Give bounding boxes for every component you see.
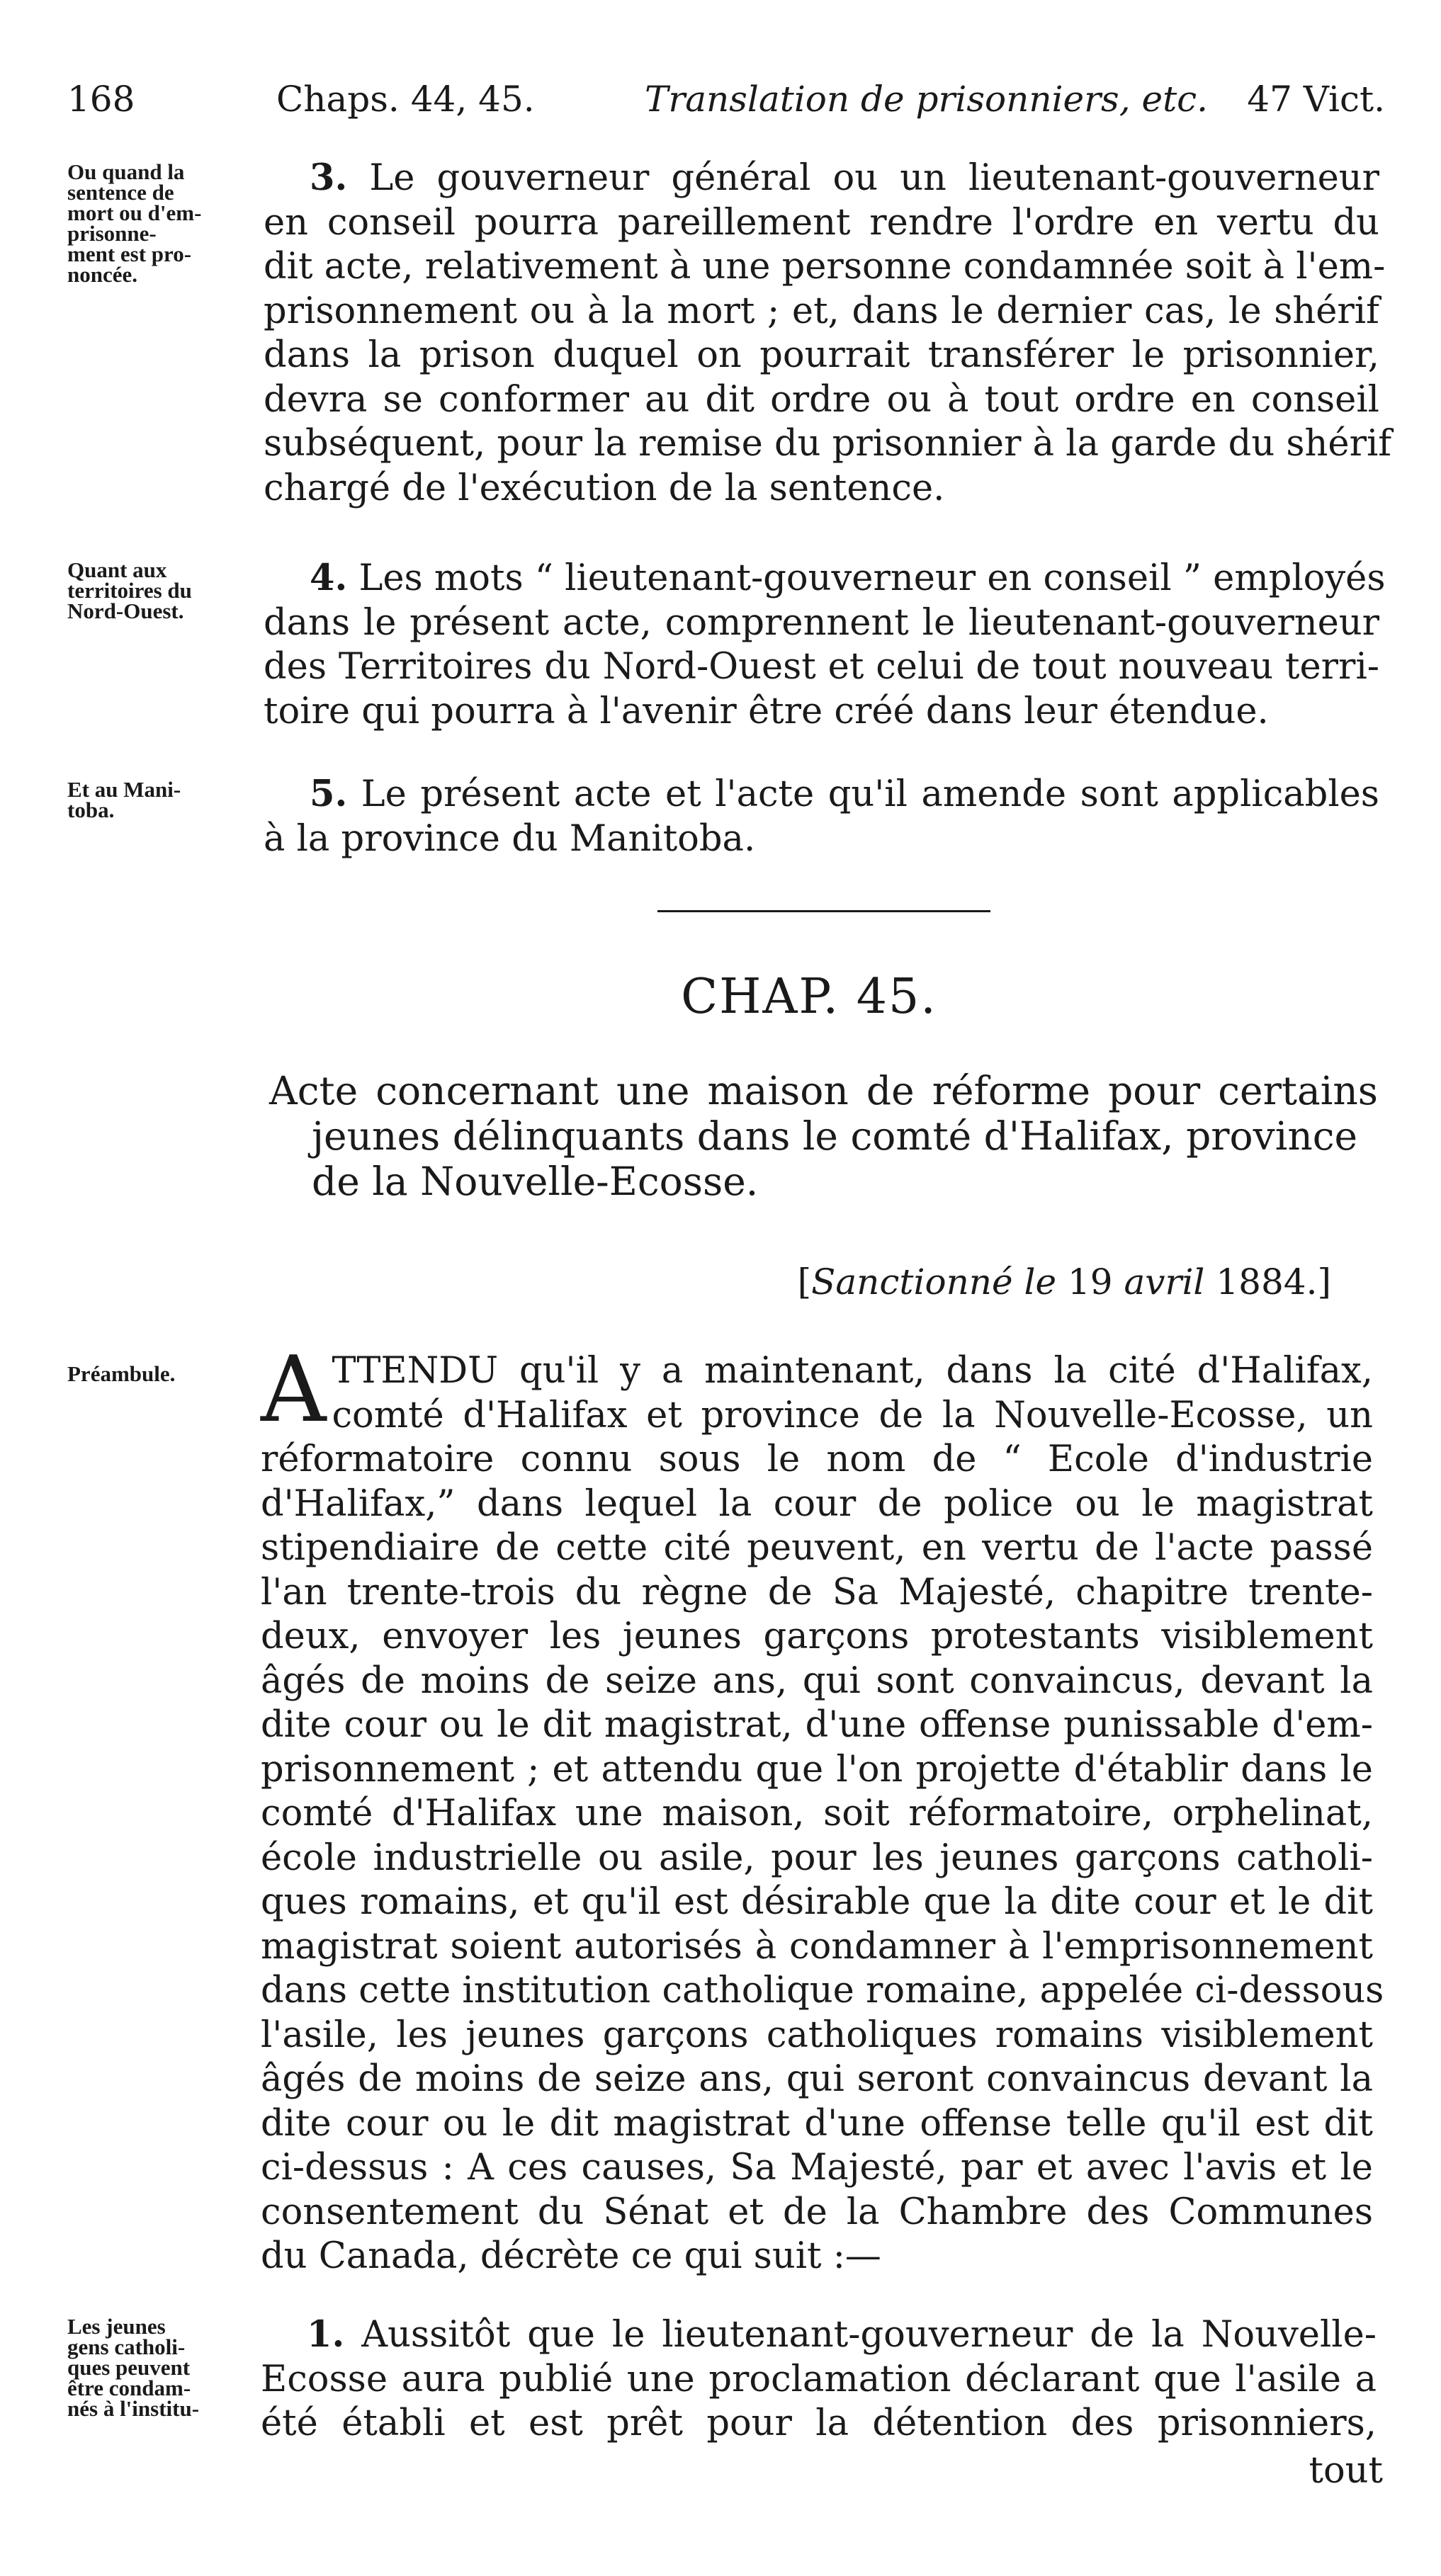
text-line: magistrat soient autorisés à condamner à l'emprisonnement — [261, 1925, 1373, 1968]
text-line: subséquent, pour la remise du prisonnier à la garde du shérif — [264, 423, 1392, 465]
margin-note-line: Préambule. — [67, 1361, 176, 1386]
section-4-text — [264, 556, 1386, 734]
regnal-year: 47 Vict. — [1247, 79, 1385, 120]
text-line: à la province du Manitoba. — [264, 817, 756, 860]
margin-note-line: ques peuvent — [67, 2355, 191, 2380]
text-line: prisonnement ; et attendu que l'on projette d'établir dans le — [261, 1748, 1373, 1791]
act-title-line: Acte concernant une maison de réforme pour certains — [269, 1068, 1378, 1113]
margin-note-line: mort ou d'em- — [67, 200, 202, 225]
text-line: âgés de moins de seize ans, qui sont convaincus, devant la — [261, 1659, 1373, 1702]
sanction-day: 19 — [1067, 1261, 1113, 1303]
sanction-month: avril — [1124, 1261, 1205, 1303]
text-line-content: Le gouverneur général ou un lieutenant-gouverneur — [369, 157, 1379, 199]
text-line — [261, 2313, 1377, 2358]
running-head — [67, 78, 1385, 120]
text-line: Ecosse aura publié une proclamation déclarant que l'asile a — [261, 2358, 1377, 2400]
running-title: Translation de prisonniers, etc. — [645, 79, 1209, 120]
section-divider — [657, 910, 990, 912]
text-line: l'asile, les jeunes garçons catholiques romains visiblement — [261, 2014, 1373, 2056]
text-line-content: Les mots “ lieutenant-gouverneur en conseil ” employés — [358, 557, 1386, 599]
margin-note-line: Ou quand la — [67, 159, 185, 184]
text-line-content: Le présent acte et l'acte qu'il amende sont applicables — [361, 773, 1379, 815]
margin-note-line: Quant aux — [67, 557, 167, 582]
text-line: chargé de l'exécution de la sentence. — [264, 467, 945, 509]
act-title-line: jeunes délinquants dans le comté d'Halifax, province — [312, 1113, 1358, 1159]
margin-note-line: ment est pro- — [67, 242, 192, 266]
text-line: dite cour ou le dit magistrat d'une offense telle qu'il est dit — [261, 2102, 1373, 2145]
sanction-year: 1884.] — [1216, 1261, 1331, 1303]
sanction-bracket: [ — [797, 1261, 812, 1303]
catchword: tout — [1309, 2450, 1383, 2492]
text-line: comté d'Halifax et province de la Nouvelle-Ecosse, un — [332, 1394, 1373, 1436]
chapter-heading-text: CHAP. 45. — [681, 969, 937, 1025]
margin-note-line: noncée. — [67, 262, 138, 287]
text-line: réformatoire connu sous le nom de “ Ecole d'industrie — [261, 1439, 1373, 1480]
section-1-text — [261, 2313, 1377, 2446]
text-line: toire qui pourra à l'avenir être créé dans leur étendue. — [264, 690, 1269, 732]
text-line: consentement du Sénat et de la Chambre des Communes — [261, 2191, 1373, 2233]
section-3-text — [264, 156, 1392, 511]
margin-note-line: Les jeunes — [67, 2314, 166, 2339]
text-line: dans cette institution catholique romaine, appelée ci-dessous — [261, 1970, 1384, 2012]
drop-cap: A — [261, 1337, 327, 1443]
margin-note-preamble — [67, 1363, 241, 1384]
act-title — [269, 1068, 1378, 1204]
text-line: dans le présent acte, comprennent le lieutenant-gouverneur — [264, 601, 1379, 644]
margin-note-line: Et au Mani- — [67, 777, 181, 802]
section-number: 5. — [310, 773, 348, 815]
margin-note-line: être condam- — [67, 2376, 191, 2400]
text-line: en conseil pourra pareillement rendre l'ordre en vertu du — [264, 201, 1379, 244]
text-line: deux, envoyer les jeunes garçons protestants visiblement — [261, 1616, 1373, 1657]
margin-note-section-3 — [67, 161, 241, 285]
margin-note-line: sentence de — [67, 180, 174, 205]
sanction-label: Sanctionné le — [811, 1261, 1057, 1303]
margin-note-section-5 — [67, 779, 241, 820]
text-line: école industrielle ou asile, pour les jeunes garçons catholi- — [261, 1837, 1373, 1879]
text-line: ques romains, et qu'il est désirable que la dite cour et le dit — [261, 1881, 1373, 1923]
margin-note-line: toba. — [67, 798, 115, 822]
text-line-content: Aussitôt que le lieutenant-gouverneur de la Nouvelle- — [361, 2314, 1377, 2356]
chapter-heading — [0, 969, 1441, 1026]
text-line: dite cour ou le dit magistrat, d'une offense punissable d'em- — [261, 1704, 1373, 1746]
sanction-date — [798, 1261, 1331, 1303]
text-line — [264, 156, 1379, 201]
chapters-label: Chaps. 44, 45. — [276, 79, 535, 120]
margin-note-line: prisonne- — [67, 221, 157, 246]
page-number: 168 — [67, 79, 135, 120]
text-line: été établi et est prêt pour la détention des prisonniers, — [261, 2402, 1377, 2444]
margin-note-section-4 — [67, 557, 241, 623]
section-number: 1. — [307, 2313, 345, 2356]
act-title-line: de la Nouvelle-Ecosse. — [312, 1159, 759, 1204]
margin-note-line: gens catholi- — [67, 2334, 186, 2359]
preamble-text — [261, 1337, 1384, 2279]
margin-note-line: nés à l'institu- — [67, 2396, 200, 2421]
text-line: devra se conformer au dit ordre ou à tout ordre en conseil — [264, 378, 1379, 421]
section-number: 3. — [310, 157, 348, 199]
text-line: ci-dessus : A ces causes, Sa Majesté, par et avec l'avis et le — [261, 2147, 1373, 2189]
text-line: dans la prison duquel on pourrait transférer le prisonnier, — [264, 334, 1379, 376]
section-5-text — [264, 772, 1379, 861]
text-line: des Territoires du Nord-Ouest et celui de tout nouveau terri- — [264, 646, 1379, 688]
text-line: prisonnement ou à la mort ; et, dans le dernier cas, le shérif — [264, 290, 1379, 332]
text-line: stipendiaire de cette cité peuvent, en vertu de l'acte passé — [261, 1527, 1373, 1569]
margin-note-section-1 — [67, 2316, 241, 2419]
text-line: comté d'Halifax une maison, soit réformatoire, orphelinat, — [261, 1793, 1373, 1834]
text-line — [264, 772, 1379, 817]
margin-note-line: Nord-Ouest. — [67, 598, 184, 623]
section-number: 4. — [310, 557, 348, 599]
text-line: TTENDU qu'il y a maintenant, dans la cité d'Halifax, — [332, 1350, 1373, 1392]
text-line: l'an trente-trois du règne de Sa Majesté, chapitre trente- — [261, 1571, 1373, 1613]
text-line: dit acte, relativement à une personne condamnée soit à l'em- — [264, 246, 1386, 288]
text-line: du Canada, décrète ce qui suit :— — [261, 2235, 881, 2277]
margin-note-line: territoires du — [67, 578, 192, 603]
text-line: d'Halifax,” dans lequel la cour de police ou le magistrat — [261, 1482, 1373, 1525]
text-line — [264, 556, 1386, 601]
text-line: âgés de moins de seize ans, qui seront convaincus devant la — [261, 2058, 1373, 2100]
